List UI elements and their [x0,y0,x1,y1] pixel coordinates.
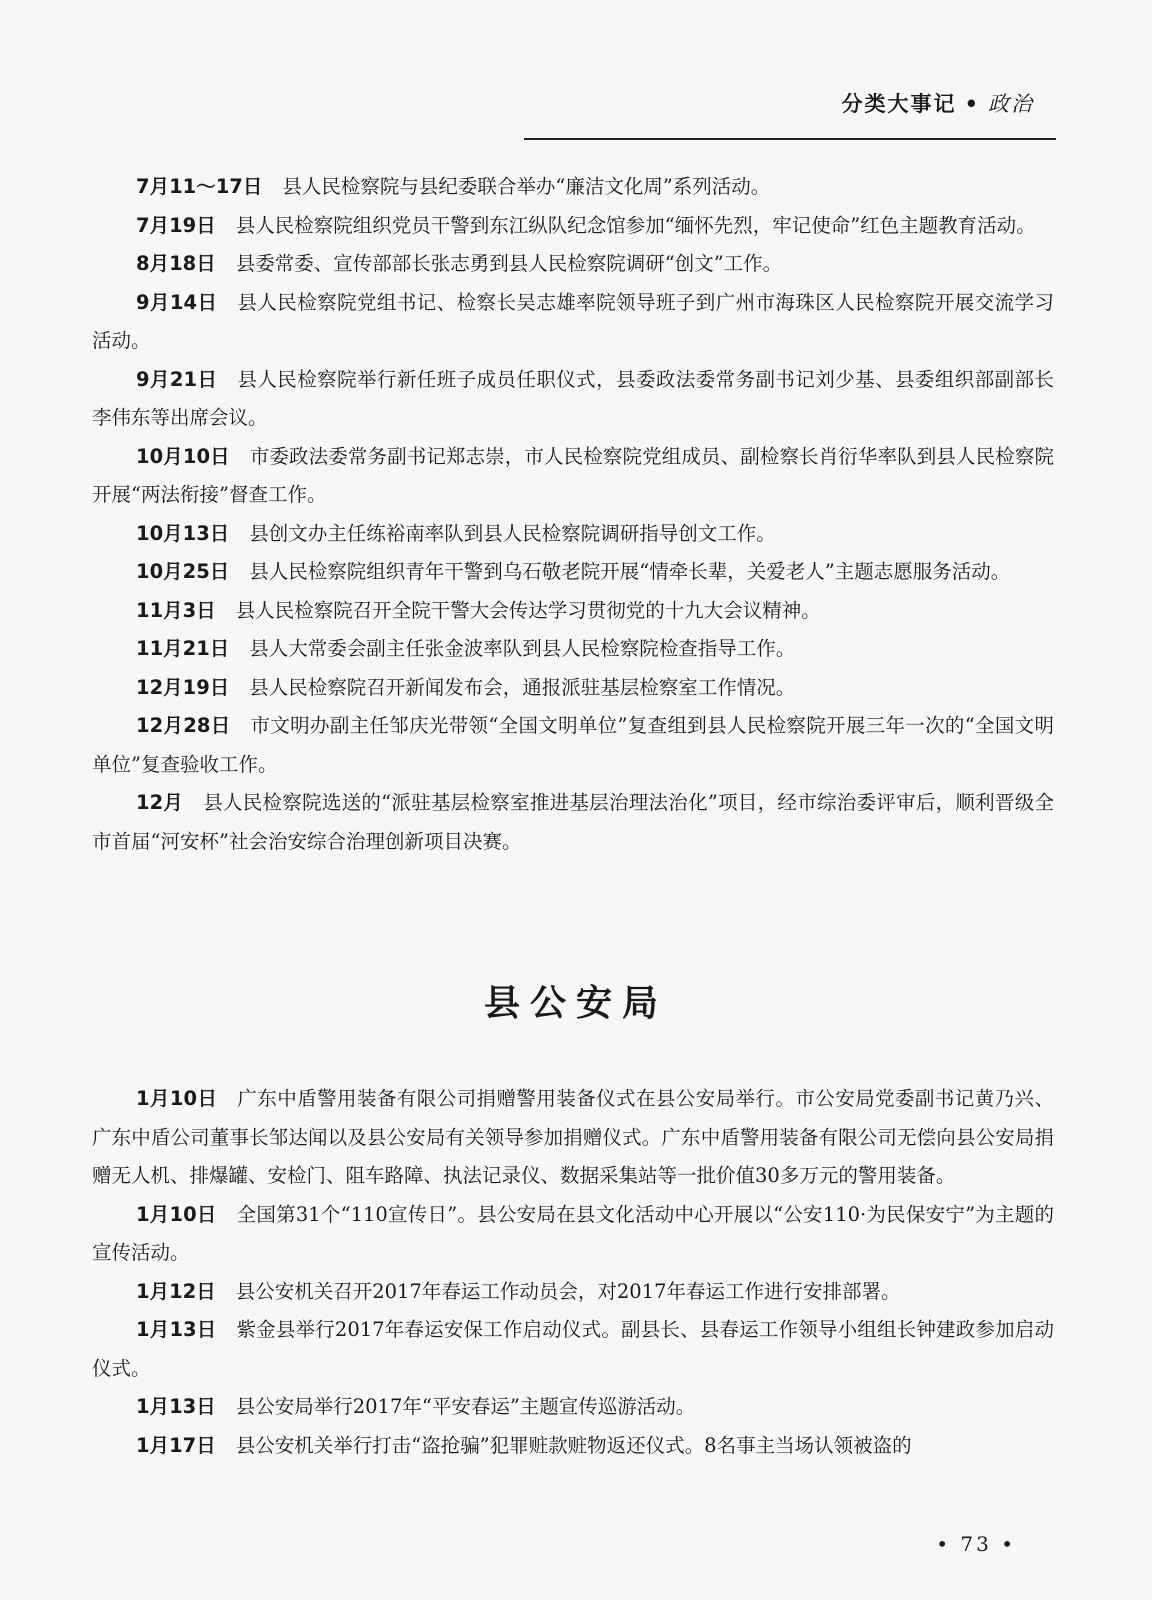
event-date: 9月21日 [136,367,218,391]
event-entry [92,707,1054,784]
event-date: 10月13日 [136,521,230,545]
event-entry [92,553,1054,592]
event-date: 7月11～17日 [136,175,263,198]
page-number: • 73 • [936,1532,1016,1556]
event-date: 12月28日 [136,714,231,737]
event-date: 10月25日 [136,560,230,583]
header-separator: • [964,92,980,116]
event-text: 县人大常委会副主任张金波率队到县人民检察院检查指导工作。 [249,637,796,660]
event-text: 县委常委、宣传部部长张志勇到县人民检察院调研“创文”工作。 [235,252,783,275]
event-date: 1月12日 [136,1279,216,1303]
event-text: 县人民检察院组织党员干警到东江纵队纪念馆参加“缅怀先烈，牢记使命”红色主题教育活动。 [235,213,1036,237]
running-header [842,88,1034,118]
event-text: 县人民检察院举行新任班子成员任职仪式，县委政法委常务副书记刘少基、县委组织部副部长李伟东等出席会议。 [92,367,1054,429]
event-date: 11月21日 [136,637,230,660]
event-entry [92,1311,1054,1388]
event-text: 市委政法委常务副书记郑志崇，市人民检察院党组成员、副检察长肖衍华率队到县人民检察院开展“两法衔接”督查工作。 [92,444,1054,506]
event-entry [92,361,1054,438]
event-entry [92,1427,1054,1466]
event-entry [92,784,1054,861]
event-text: 县创文办主任练裕南率队到县人民检察院调研指导创文工作。 [249,521,776,545]
event-entry [92,592,1054,631]
event-entry [92,1273,1054,1312]
header-subcategory: 政治 [988,92,1034,116]
event-text: 县人民检察院党组书记、检察长吴志雄率院领导班子到广州市海珠区人民检察院开展交流学习活动。 [92,290,1054,352]
event-text: 市文明办副主任邹庆光带领“全国文明单位”复查组到县人民检察院开展三年一次的“全国文明单位”复查验收工作。 [92,714,1054,776]
header-category: 分类大事记 [841,92,957,116]
event-date: 1月10日 [136,1087,218,1110]
public-security-events [92,1080,1054,1465]
event-entry [92,1196,1054,1273]
event-entry [92,1388,1054,1427]
event-text: 县人民检察院选送的“派驻基层检察室推进基层治理法治化”项目，经市综治委评审后，顺利晋级全市首届“河安杯”社会治安综合治理创新项目决赛。 [92,791,1054,853]
event-date: 9月14日 [136,290,218,314]
event-date: 11月3日 [136,598,216,622]
section-title: 县公安局 [483,983,668,1024]
event-entry [92,1080,1054,1196]
event-text: 紫金县举行2017年春运安保工作启动仪式。副县长、县春运工作领导小组组长钟建政参加启动仪式。 [92,1318,1054,1380]
event-date: 10月10日 [136,444,230,468]
event-entry [92,515,1054,554]
event-entry [92,284,1054,361]
event-date: 7月19日 [136,213,216,237]
event-text: 全国第31个“110宣传日”。县公安局在县文化活动中心开展以“公安110·为民保安宁”为主题的宣传活动。 [92,1202,1054,1264]
event-text: 县人民检察院组织青年干警到乌石敬老院开展“情牵长辈，关爱老人”主题志愿服务活动。 [249,560,1011,583]
event-entry [92,630,1054,669]
event-entry [92,168,1054,207]
event-date: 1月17日 [136,1433,216,1457]
event-entry [92,245,1054,284]
header-rule [524,138,1056,140]
procuratorate-events [92,168,1054,861]
event-text: 县公安机关举行打击“盗抢骗”犯罪赃款赃物返还仪式。8名事主当场认领被盗的 [235,1433,912,1457]
event-date: 12月19日 [136,675,230,699]
event-text: 县公安机关召开2017年春运工作动员会，对2017年春运工作进行安排部署。 [235,1279,901,1303]
event-text: 县人民检察院召开全院干警大会传达学习贯彻党的十九大会议精神。 [235,598,821,622]
event-text: 县人民检察院召开新闻发布会，通报派驻基层检察室工作情况。 [249,675,796,699]
event-date: 8月18日 [136,252,216,275]
event-entry [92,207,1054,246]
event-date: 1月13日 [136,1395,216,1418]
event-entry [92,669,1054,708]
event-text: 广东中盾警用装备有限公司捐赠警用装备仪式在县公安局举行。市公安局党委副书记黄乃兴、广东中盾公司董事长邹达闻以及县公安局有关领导参加捐赠仪式。广东中盾警用装备有限公司无偿向县公安局捐赠无人机、排爆罐、安检门、阻车路障、执法记录仪、数据采集站等一批价值30多万元的警用装备。 [92,1087,1054,1187]
event-text: 县公安局举行2017年“平安春运”主题宣传巡游活动。 [235,1395,696,1418]
event-text: 县人民检察院与县纪委联合举办“廉洁文化周”系列活动。 [282,175,771,198]
event-entry [92,438,1054,515]
event-date: 1月13日 [136,1318,217,1341]
event-date: 1月10日 [136,1202,217,1226]
event-date: 12月 [136,791,184,814]
